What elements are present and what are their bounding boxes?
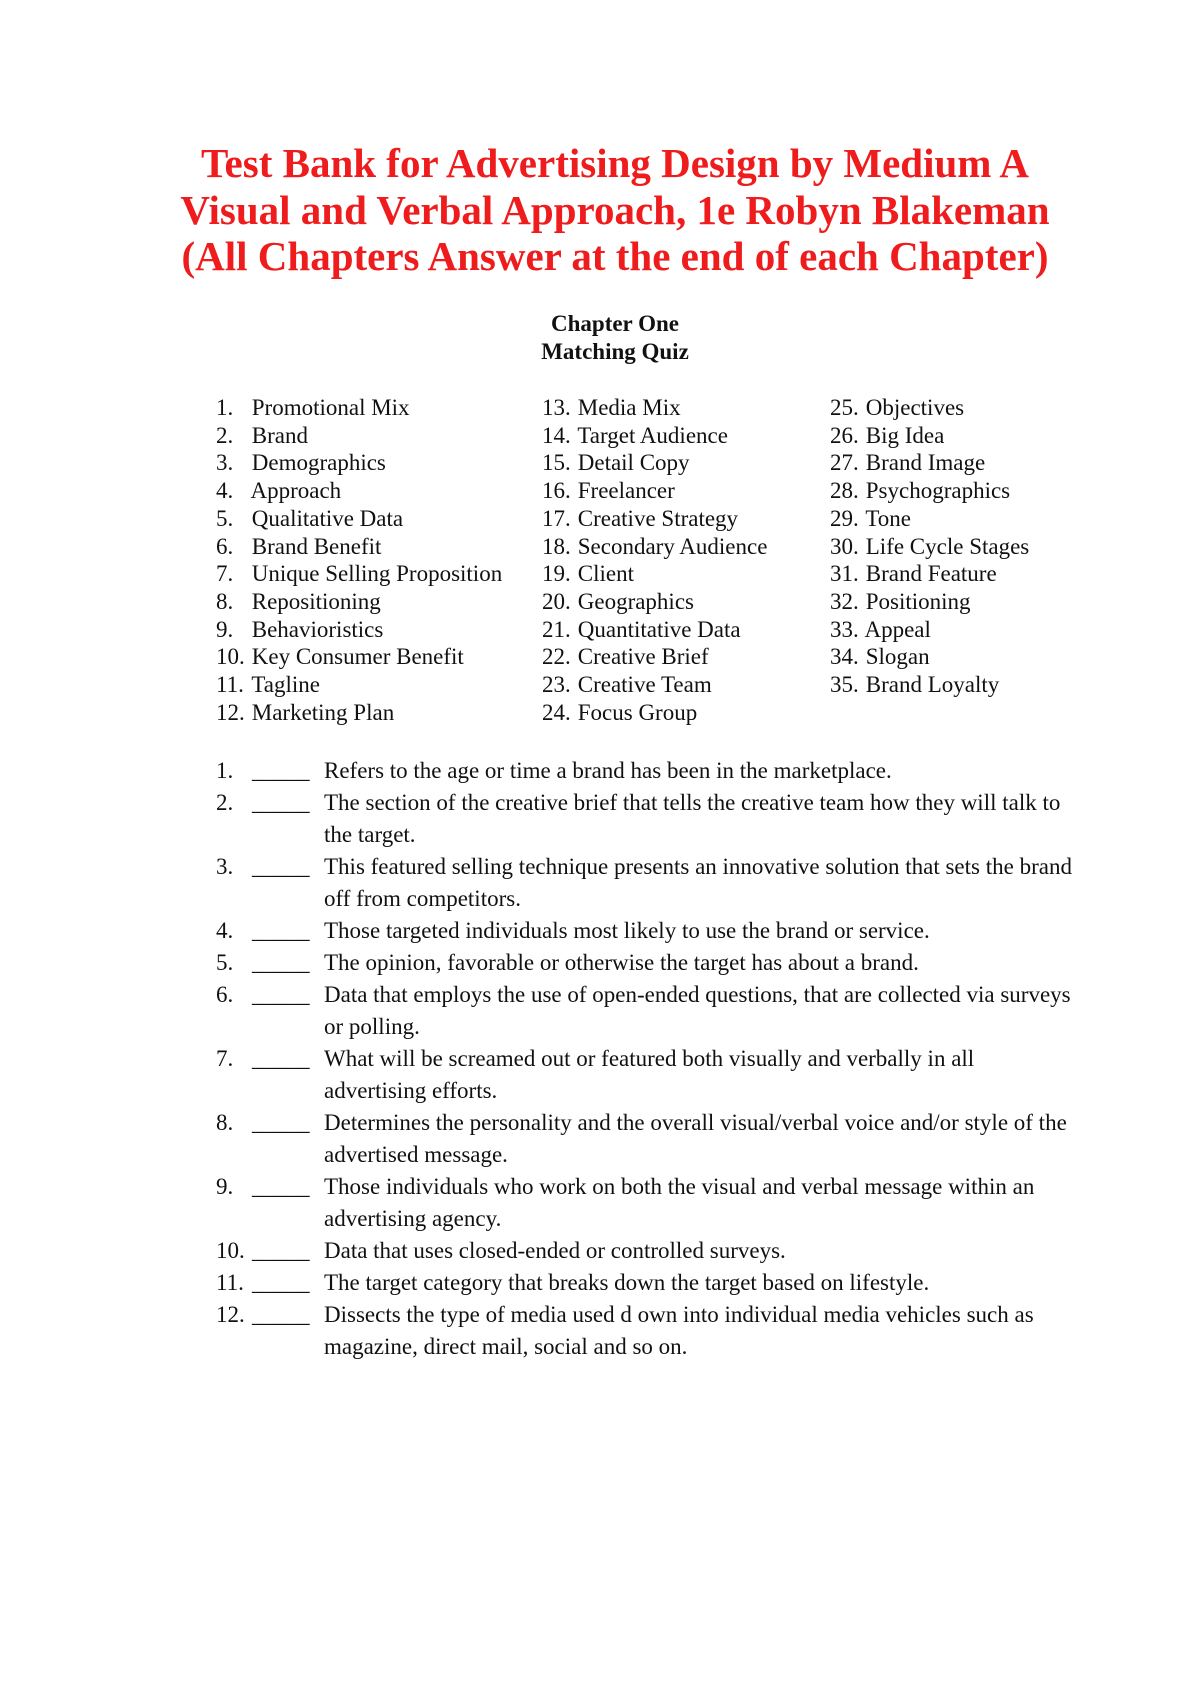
answer-blank: _____: [252, 950, 310, 975]
term-item: [542, 560, 767, 588]
term-number: 21.: [542, 616, 571, 642]
term-item: [830, 505, 1029, 533]
term-label: Detail Copy: [577, 450, 690, 476]
term-item: [830, 394, 1029, 422]
term-number: 11.: [216, 672, 244, 698]
term-item: [830, 616, 1029, 644]
term-number: 7.: [216, 561, 234, 587]
term-number: 23.: [542, 672, 571, 698]
term-column-1: [216, 394, 502, 726]
term-number: 29.: [830, 505, 859, 531]
term-number: 3.: [216, 450, 234, 476]
answer-blank: _____: [252, 1270, 310, 1295]
question-item: [216, 1267, 1076, 1299]
term-number: 16.: [542, 478, 571, 504]
term-item: [216, 699, 502, 727]
question-item: [216, 755, 1076, 787]
term-number: 4.: [216, 478, 234, 504]
term-label: Qualitative Data: [251, 505, 404, 531]
term-number: 18.: [542, 533, 571, 559]
term-label: Psychographics: [865, 478, 1011, 504]
term-number: 25.: [830, 395, 859, 420]
term-label: Demographics: [251, 450, 386, 476]
term-item: [542, 616, 767, 644]
term-item: [830, 588, 1029, 616]
term-item: [216, 477, 502, 505]
term-number: 32.: [830, 588, 859, 614]
quiz-heading: Matching Quiz: [541, 339, 689, 364]
term-number: 35.: [830, 672, 859, 698]
term-label: Creative Strategy: [577, 505, 739, 531]
term-item: [830, 533, 1029, 561]
term-item: [216, 422, 502, 450]
term-label: Creative Brief: [577, 644, 709, 670]
term-number: 30.: [830, 533, 859, 559]
term-label: Marketing Plan: [251, 699, 395, 725]
term-number: 2.: [216, 422, 234, 448]
question-text: Dissects the type of media used d own into individual media vehicles such as magazine, direct mail, social and so on.: [324, 1302, 1034, 1359]
answer-blank: _____: [252, 1046, 310, 1071]
term-number: 31.: [830, 561, 859, 587]
question-item: [216, 1299, 1076, 1363]
term-list: [0, 394, 1191, 734]
term-label: Behavioristics: [251, 616, 384, 642]
term-label: Brand: [251, 422, 308, 448]
term-number: 13.: [542, 395, 571, 420]
term-number: 9.: [216, 616, 234, 642]
question-number: 9.: [216, 1174, 234, 1199]
term-number: 33.: [830, 616, 859, 642]
term-number: 14.: [542, 422, 571, 448]
question-item: [216, 1235, 1076, 1267]
term-label: Repositioning: [251, 588, 381, 614]
term-number: 27.: [830, 450, 859, 476]
term-number: 26.: [830, 422, 859, 448]
term-item: [542, 699, 767, 727]
term-label: Life Cycle Stages: [865, 533, 1030, 559]
question-number: 12.: [216, 1302, 245, 1327]
term-item: [216, 671, 502, 699]
answer-blank: _____: [252, 982, 310, 1007]
term-number: 10.: [216, 644, 245, 670]
question-item: [216, 1043, 1076, 1107]
question-text: Determines the personality and the overall visual/verbal voice and/or style of the advertised message.: [324, 1110, 1067, 1167]
term-number: 24.: [542, 699, 571, 725]
term-item: [216, 616, 502, 644]
term-item: [216, 533, 502, 561]
question-number: 4.: [216, 918, 234, 943]
term-item: [542, 588, 767, 616]
term-label: Media Mix: [577, 395, 681, 420]
title-line: Visual and Verbal Approach, 1e Robyn Blakeman: [180, 186, 1050, 233]
term-item: [830, 643, 1029, 671]
term-number: 19.: [542, 561, 571, 587]
term-number: 8.: [216, 588, 234, 614]
term-label: Slogan: [865, 644, 930, 670]
question-text: Those individuals who work on both the visual and verbal message within an advertising agency.: [324, 1174, 1035, 1231]
term-number: 1.: [216, 395, 234, 420]
term-label: Secondary Audience: [577, 533, 768, 559]
term-label: Key Consumer Benefit: [251, 644, 464, 670]
question-item: [216, 1171, 1076, 1235]
question-number: 8.: [216, 1110, 234, 1135]
term-label: Freelancer: [577, 478, 675, 504]
term-item: [216, 449, 502, 477]
question-item: [216, 947, 1076, 979]
term-label: Tone: [865, 505, 911, 531]
question-text: Data that employs the use of open-ended questions, that are collected via surveys or polling.: [324, 982, 1071, 1039]
term-number: 5.: [216, 505, 234, 531]
term-number: 6.: [216, 533, 234, 559]
term-number: 15.: [542, 450, 571, 476]
question-item: [216, 787, 1076, 851]
question-number: 2.: [216, 790, 234, 815]
term-number: 22.: [542, 644, 571, 670]
term-number: 17.: [542, 505, 571, 531]
document-title: [150, 140, 1080, 280]
term-item: [542, 505, 767, 533]
term-number: 28.: [830, 478, 859, 504]
question-item: [216, 1107, 1076, 1171]
term-number: 34.: [830, 644, 859, 670]
term-item: [830, 449, 1029, 477]
term-item: [216, 588, 502, 616]
question-text: Refers to the age or time a brand has been in the marketplace.: [324, 758, 892, 783]
term-item: [216, 505, 502, 533]
answer-blank: _____: [252, 758, 310, 783]
term-item: [830, 560, 1029, 588]
question-list: [216, 755, 1076, 1363]
term-label: Geographics: [577, 588, 694, 614]
question-number: 10.: [216, 1238, 245, 1263]
term-item: [216, 643, 502, 671]
term-number: 20.: [542, 588, 571, 614]
term-item: [542, 533, 767, 561]
question-text: The opinion, favorable or otherwise the target has about a brand.: [324, 950, 919, 975]
title-line: Test Bank for Advertising Design by Medium A: [200, 140, 1030, 186]
answer-blank: _____: [252, 918, 310, 943]
question-number: 11.: [216, 1270, 244, 1295]
term-label: Unique Selling Proposition: [251, 561, 503, 587]
term-label: Approach: [250, 478, 342, 504]
answer-blank: _____: [252, 1174, 310, 1199]
term-label: Brand Loyalty: [865, 672, 1000, 698]
term-label: Promotional Mix: [251, 395, 410, 420]
term-label: Appeal: [864, 616, 931, 642]
term-label: Big Idea: [865, 422, 945, 448]
term-number: 12.: [216, 699, 245, 725]
term-column-3: [830, 394, 1029, 699]
question-number: 7.: [216, 1046, 234, 1071]
answer-blank: _____: [252, 1238, 310, 1263]
term-item: [542, 449, 767, 477]
term-column-2: [542, 394, 767, 726]
answer-blank: _____: [252, 790, 310, 815]
term-label: Focus Group: [577, 699, 698, 725]
question-text: Data that uses closed-ended or controlled surveys.: [324, 1238, 786, 1263]
term-item: [830, 422, 1029, 450]
question-text: The target category that breaks down the target based on lifestyle.: [324, 1270, 930, 1295]
term-label: Brand Feature: [865, 561, 997, 587]
question-item: [216, 915, 1076, 947]
answer-blank: _____: [252, 1110, 310, 1135]
term-label: Quantitative Data: [577, 616, 741, 642]
term-item: [216, 560, 502, 588]
question-text: This featured selling technique presents an innovative solution that sets the brand off from competitors.: [324, 854, 1072, 911]
term-label: Positioning: [865, 588, 971, 614]
question-text: Those targeted individuals most likely to use the brand or service.: [324, 918, 930, 943]
term-label: Tagline: [251, 672, 320, 698]
term-label: Objectives: [865, 395, 965, 420]
question-text: What will be screamed out or featured both visually and verbally in all advertising efforts.: [324, 1046, 975, 1103]
answer-blank: _____: [252, 1302, 310, 1327]
term-item: [830, 671, 1029, 699]
question-number: 5.: [216, 950, 234, 975]
question-item: [216, 851, 1076, 915]
term-label: Brand Image: [865, 450, 986, 476]
section-heading: [0, 310, 1191, 366]
term-label: Brand Benefit: [251, 533, 382, 559]
chapter-heading: Chapter One: [551, 311, 679, 336]
question-number: 6.: [216, 982, 234, 1007]
term-item: [830, 477, 1029, 505]
question-text: The section of the creative brief that tells the creative team how they will talk to the target.: [324, 790, 1061, 847]
term-label: Creative Team: [577, 672, 712, 698]
term-label: Target Audience: [577, 422, 728, 448]
answer-blank: _____: [252, 854, 310, 879]
title-line: (All Chapters Answer at the end of each Chapter): [181, 233, 1049, 279]
question-number: 1.: [216, 758, 234, 783]
term-item: [542, 671, 767, 699]
question-item: [216, 979, 1076, 1043]
term-item: [542, 643, 767, 671]
term-item: [542, 394, 767, 422]
term-label: Client: [577, 561, 634, 587]
term-item: [542, 422, 767, 450]
question-number: 3.: [216, 854, 234, 879]
term-item: [542, 477, 767, 505]
term-item: [216, 394, 502, 422]
